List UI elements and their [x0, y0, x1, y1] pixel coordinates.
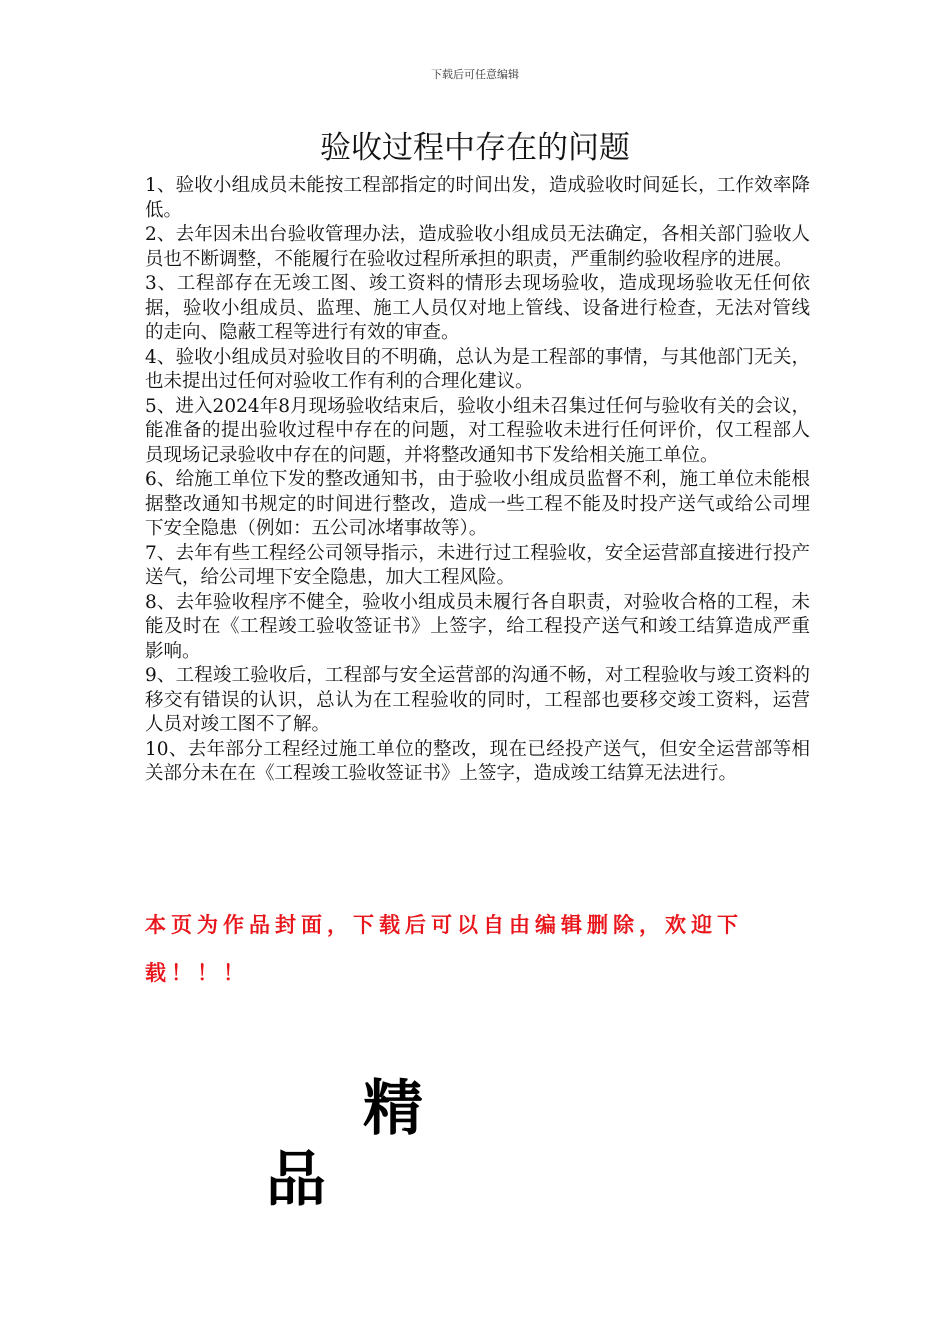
paragraph-9: 9、工程竣工验收后，工程部与安全运营部的沟通不畅，对工程验收与竣工资料的移交有错误的认识，总认为在工程验收的同时，工程部也要移交竣工资料，运营人员对竣工图不了解。 [145, 665, 810, 735]
paragraph-5: 5、进入2024年8月现场验收结束后，验收小组未召集过任何与验收有关的会议，能准备的提出验收过程中存在的问题，对工程验收未进行任何评价，仅工程部人员现场记录验收中存在的问题，并将整改通知书下发给相关施工单位。 [145, 395, 810, 466]
paragraph-6: 6、给施工单位下发的整改通知书，由于验收小组成员监督不利，施工单位未能根据整改通知书规定的时间进行整改，造成一些工程不能及时投产送气或给公司埋下安全隐患（例如：五公司冰堵事故等）。 [145, 469, 810, 539]
paragraph-4: 4、验收小组成员对验收目的不明确，总认为是工程部的事情，与其他部门无关，也未提出过任何对验收工作有利的合理化建议。 [145, 346, 810, 392]
stamp-char-jing: 精 [363, 1074, 423, 1144]
header-note: 下载后可任意编辑 [431, 68, 519, 81]
document-title: 验收过程中存在的问题 [320, 130, 630, 166]
stamp-char-pin: 品 [266, 1145, 326, 1215]
paragraph-1: 1、验收小组成员未能按工程部指定的时间出发，造成验收时间延长，工作效率降低。 [145, 175, 810, 221]
paragraph-8: 8、去年验收程序不健全，验收小组成员未履行各自职责，对验收合格的工程，未能及时在《工程竣工验收签证书》上签字，给工程投产送气和竣工结算造成严重影响。 [145, 591, 810, 662]
promo-notice: 本页为作品封面，下载后可以自由编辑删除，欢迎下载！！！ [145, 913, 743, 985]
paragraph-3: 3、工程部存在无竣工图、竣工资料的情形去现场验收，造成现场验收无任何依据，验收小组成员、监理、施工人员仅对地上管线、设备进行检查，无法对管线的走向、隐蔽工程等进行有效的审查。 [145, 273, 810, 343]
paragraph-2: 2、去年因未出台验收管理办法，造成验收小组成员无法确定，各相关部门验收人员也不断调整，不能履行在验收过程所承担的职责，严重制约验收程序的进展。 [145, 224, 810, 270]
paragraph-10: 10、去年部分工程经过施工单位的整改，现在已经投产送气，但安全运营部等相关部分未在在《工程竣工验收签证书》上签字，造成竣工结算无法进行。 [145, 738, 810, 784]
paragraph-7: 7、去年有些工程经公司领导指示，未进行过工程验收，安全运营部直接进行投产送气，给公司埋下安全隐患，加大工程风险。 [145, 542, 810, 588]
document-body [145, 174, 810, 787]
